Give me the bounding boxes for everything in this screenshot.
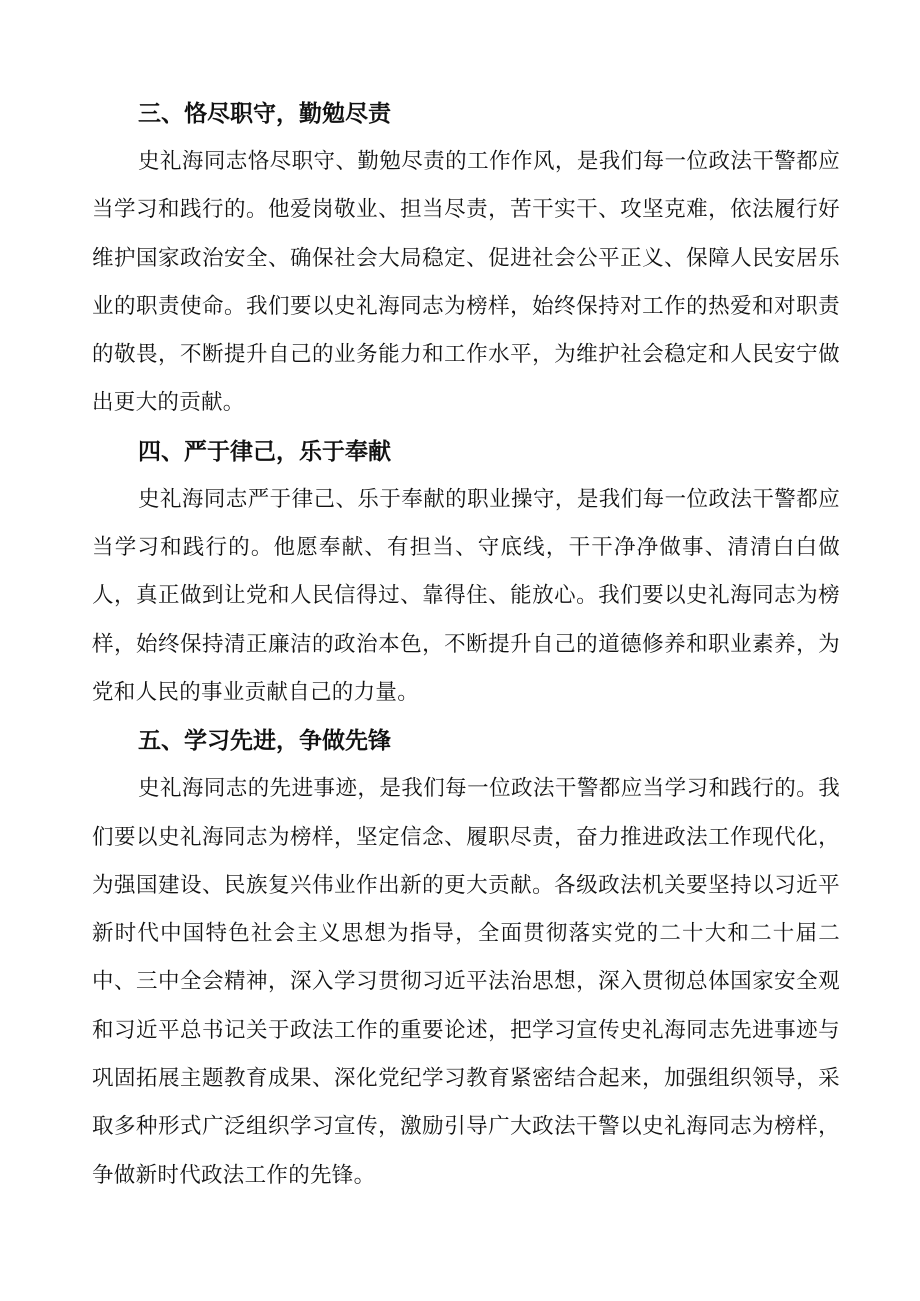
section-paragraph: 史礼海同志的先进事迹，是我们每一位政法干警都应当学习和践行的。我们要以史礼海同志为榜样，坚定信念、履职尽责，奋力推进政法工作现代化，为强国建设、民族复兴伟业作出新的更大贡献。各级政法机关要坚持以习近平新时代中国特色社会主义思想为指导，全面贯彻落实党的二十大和二十届二中、三中全会精神，深入学习贯彻习近平法治思想，深入贯彻总体国家安全观和习近平总书记关于政法工作的重要论述，把学习宣传史礼海同志先进事迹与巩固拓展主题教育成果、深化党纪学习教育紧密结合起来，加强组织领导，采取多种形式广泛组织学习宣传，激励引导广大政法干警以史礼海同志为榜样，争做新时代政法工作的先锋。 — [92, 776, 840, 1188]
section-4 — [92, 428, 840, 717]
section-paragraph: 史礼海同志严于律己、乐于奉献的职业操守，是我们每一位政法干警都应当学习和践行的。他愿奉献、有担当、守底线，干干净净做事、清清白白做人，真正做到让党和人民信得过、靠得住、能放心。我们要以史礼海同志为榜样，始终保持清正廉洁的政治本色，不断提升自己的道德修养和职业素养，为党和人民的事业贡献自己的力量。 — [92, 486, 840, 705]
section-5 — [92, 717, 840, 1200]
section-3 — [92, 90, 840, 428]
section-heading: 四、严于律己，乐于奉献 — [138, 438, 391, 465]
section-heading: 三、恪尽职守，勤勉尽责 — [138, 101, 391, 127]
section-paragraph: 史礼海同志恪尽职守、勤勉尽责的工作作风，是我们每一位政法干警都应当学习和践行的。他爱岗敬业、担当尽责，苦干实干、攻坚克难，依法履行好维护国家政治安全、确保社会大局稳定、促进社会公平正义、保障人民安居乐业的职责使命。我们要以史礼海同志为榜样，始终保持对工作的热爱和对职责的敬畏，不断提升自己的业务能力和工作水平，为维护社会稳定和人民安宁做出更大的贡献。 — [92, 149, 840, 416]
document-page — [92, 90, 840, 1200]
section-heading: 五、学习先进，争做先锋 — [138, 728, 391, 755]
